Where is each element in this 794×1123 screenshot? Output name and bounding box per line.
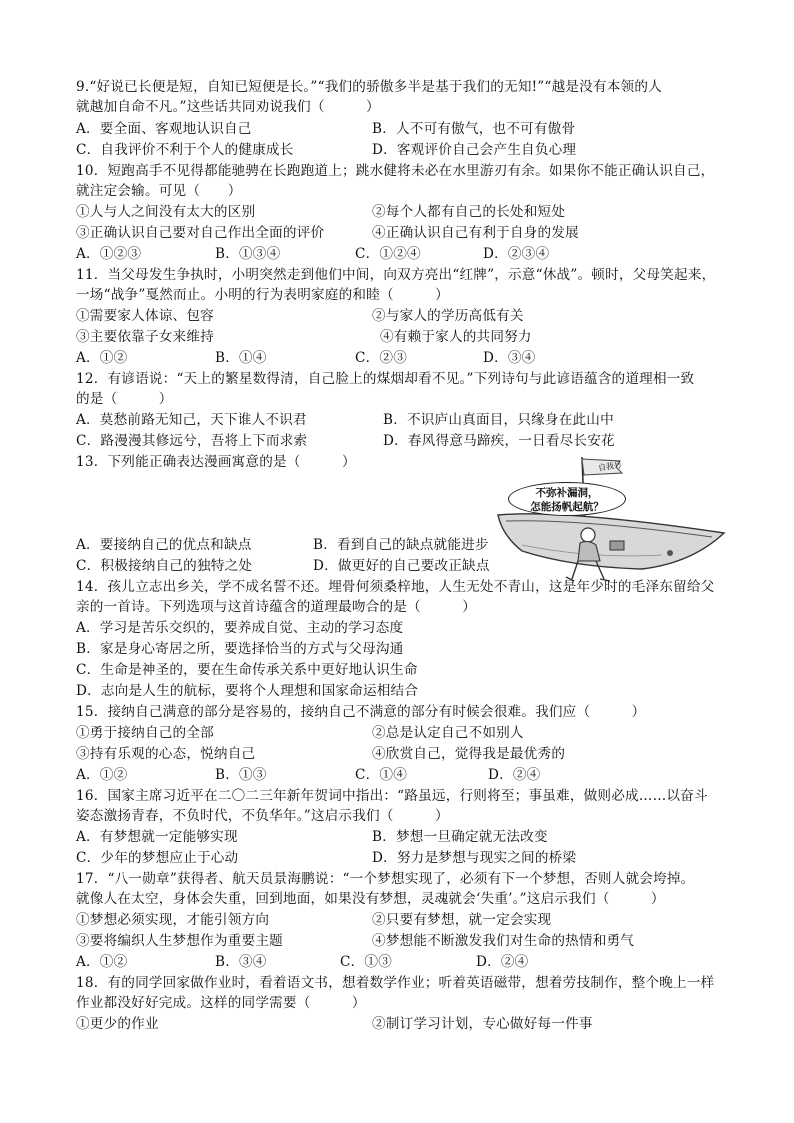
q15-statement-4: ④欣赏自己，觉得我是最优秀的 [372,746,566,762]
q17-option-a: A．①② [76,954,128,970]
q17-statement-2: ②只要有梦想，就一定会实现 [372,912,552,928]
q15-stem: 15．接纳自己满意的部分是容易的，接纳自己不满意的部分有时候会很难。我们应（ ） [76,704,646,720]
boat-hole [667,550,673,556]
q11-statement-3: ③主要依靠子女来维持 [76,329,214,345]
q15-option-d: D．②④ [488,767,541,783]
q13-bubble-line-2: 怎能扬帆起航？ [530,501,604,513]
q11-option-c: C．②③ [355,350,407,366]
q14-stem-line-1: 14．孩儿立志出乡关，学不成名誓不还。埋骨何须桑梓地，人生无处不青山，这是年少时的毛泽东留给父 [76,579,715,595]
q12-option-c: C．路漫漫其修远兮，吾将上下而求索 [76,433,308,449]
q14-option-d: D．志向是人生的航标，要将个人理想和国家命运相结合 [76,683,419,699]
q16-option-d: D．努力是梦想与现实之间的桥梁 [372,850,577,866]
q13-option-d: D．做更好的自己要改正缺点 [313,558,490,574]
q15-statement-3: ③持有乐观的心态，悦纳自己 [76,746,256,762]
q14-stem-line-2: 亲的一首诗。下列选项与这首诗蕴含的道理最吻合的是（ ） [76,599,477,615]
q12-option-b: B．不识庐山真面目，只缘身在此山中 [383,412,614,428]
q10-option-b: B．①③④ [215,246,281,262]
q9-option-a: A．要全面、客观地认识自己 [76,121,252,137]
q17-option-d: D．②④ [476,954,529,970]
person-head [581,528,595,542]
q13-bubble-line-1: 不弥补漏洞， [535,487,599,499]
q16-stem-line-1: 16．国家主席习近平在二〇二三年新年贺词中指出：“路虽远，行则将至；事虽难，做则必成……以奋斗 [76,788,708,804]
q10-statement-1: ①人与人之间没有太大的区别 [76,204,256,220]
q11-option-b: B．①④ [215,350,267,366]
q15-option-a: A．①② [76,767,128,783]
q16-option-a: A．有梦想就一定能够实现 [76,829,238,845]
q11-statement-2: ②与家人的学历高低有关 [372,308,524,324]
q17-option-c: C．①③ [340,954,392,970]
q18-statement-1: ①更少的作业 [76,1016,159,1032]
q12-option-a: A．莫愁前路无知己，天下谁人不识君 [76,412,307,428]
q10-stem-line-2: 就注定会输。可见（ ） [76,183,242,199]
q9-option-c: C．自我评价不利于个人的健康成长 [76,142,294,158]
q14-option-a: A．学习是苦乐交织的，要养成自觉、主动的学习态度 [76,620,404,636]
q10-statement-2: ②每个人都有自己的长处和短处 [372,204,566,220]
q9-option-b: B．人不可有傲气，也不可有傲骨 [372,121,576,137]
q13-stem: 13．下列能正确表达漫画寓意的是（ ） [76,454,356,470]
q15-statement-1: ①勇于接纳自己的全部 [76,725,214,741]
q10-option-c: C．①②④ [355,246,421,262]
q16-option-b: B．梦想一旦确定就无法改变 [372,829,548,845]
q17-option-b: B．③④ [215,954,267,970]
q14-option-c: C．生命是神圣的，要在生命传承关系中更好地认识生命 [76,662,418,678]
q10-option-d: D．②③④ [483,246,550,262]
q15-option-c: C．①④ [355,767,407,783]
q17-stem-line-2: 就像人在太空，身体会失重，回到地面，如果没有梦想，灵魂就会‘失重’。”这启示我们（ ） [76,891,665,907]
q10-stem-line-1: 10．短跑高手不见得都能驰骋在长跑跑道上；跳水健将未必在水里游刃有余。如果你不能正确认识自己， [76,163,715,179]
q13-option-c: C．积极接纳自己的独特之处 [76,558,253,574]
q17-stem-line-1: 17．“八一勋章”获得者、航天员景海鹏说：“一个梦想实现了，必须有下一个梦想，否则人就会垮掉。 [76,871,695,887]
q9-stem-line-1: 9.“好说已长便是短，自知已短便是长。”“我们的骄傲多半是基于我们的无知!”“越是没有本领的人 [76,79,662,95]
q16-stem-line-2: 姿态激扬青春，不负时代，不负华年。”这启示我们（ ） [76,808,449,824]
q10-statement-4: ④正确认识自己有利于自身的发展 [372,225,579,241]
q18-stem-line-1: 18．有的同学回家做作业时，看着语文书，想着数学作业；听着英语磁带，想着劳技制作，整个晚上一样 [76,975,715,991]
q17-statement-1: ①梦想必须实现，才能引领方向 [76,912,270,928]
q11-option-a: A．①② [76,350,128,366]
q10-option-a: A．①②③ [76,246,142,262]
q10-statement-3: ③正确认识自己要对自己作出全面的评价 [76,225,325,241]
q16-option-c: C．少年的梦想应止于心动 [76,850,239,866]
q13-option-a: A．要接纳自己的优点和缺点 [76,537,252,553]
q18-stem-line-2: 作业都没好好完成。这样的同学需要（ ） [76,995,366,1011]
q11-stem-line-1: 11．当父母发生争执时，小明突然走到他们中间，向双方亮出“红牌”，示意“休战”。顿时，父母笑起来， [76,267,716,283]
q13-option-b: B．看到自己的缺点就能进步 [313,537,489,553]
q12-stem-line-2: 的是（ ） [76,391,173,407]
q9-option-d: D．客观评价自己会产生自负心理 [372,142,577,158]
q13-speech-bubble [508,482,626,516]
q15-option-b: B．①③ [215,767,267,783]
q17-statement-3: ③要将编织人生梦想作为重要主题 [76,933,283,949]
q9-stem-line-2: 就越加自命不凡。”这些话共同劝说我们（ ） [76,99,380,115]
q12-option-d: D．春风得意马蹄疾，一日看尽长安花 [383,433,615,449]
q11-option-d: D．③④ [483,350,536,366]
q15-statement-2: ②总是认定自己不如别人 [372,725,524,741]
tool-box [610,541,624,550]
q11-stem-line-2: 一场“战争”戛然而止。小明的行为表明家庭的和睦（ ） [76,287,449,303]
q18-statement-2: ②制订学习计划，专心做好每一件事 [372,1016,593,1032]
q11-statement-4: ④有赖于家人的共同努力 [380,329,532,345]
q13-flag-label: 自我号 [597,460,623,473]
q13-cartoon [492,455,728,585]
q12-stem-line-1: 12．有谚语说：“天上的繁星数得清，自己脸上的煤烟却看不见。”下列诗句与此谚语蕴含的道理相一致 [76,371,695,387]
q14-option-b: B．家是身心寄居之所，要选择恰当的方式与父母沟通 [76,641,404,657]
q17-statement-4: ④梦想能不断激发我们对生命的热情和勇气 [372,933,635,949]
q11-statement-1: ①需要家人体谅、包容 [76,308,214,324]
